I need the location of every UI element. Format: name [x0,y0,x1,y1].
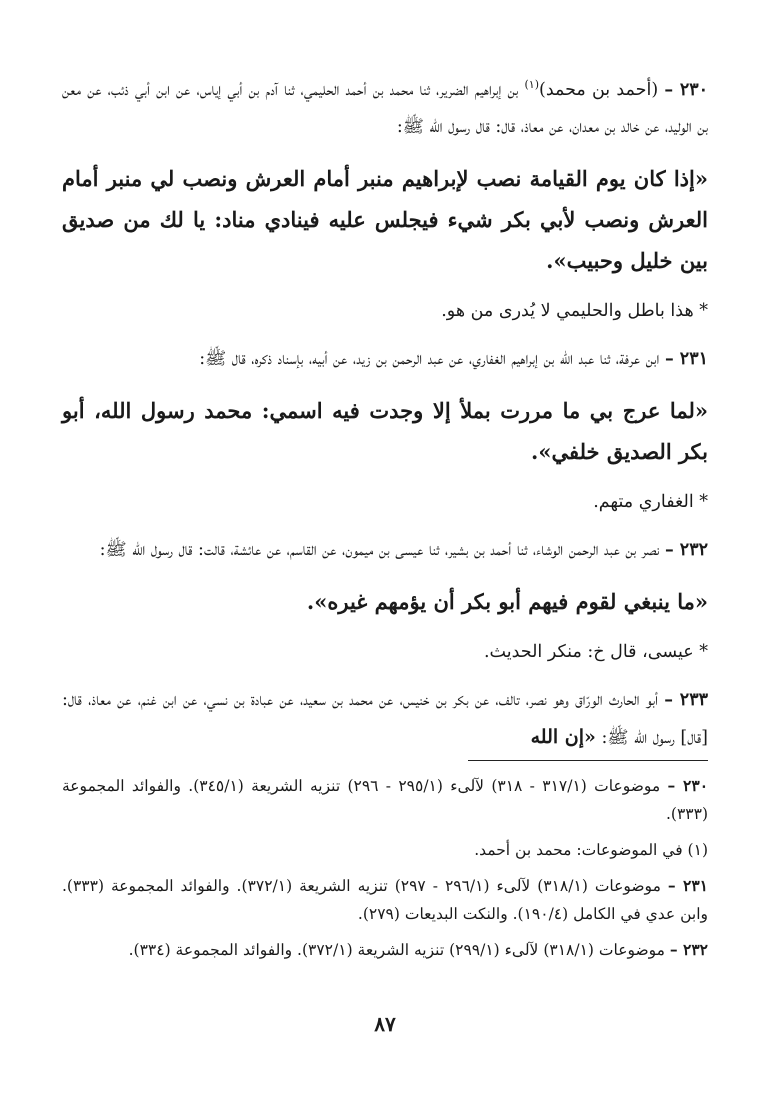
entry-text: (أحمد بن محمد) [539,79,665,100]
entry-231-comment: * الغفاري متهم. [593,491,708,512]
footnote-231 [62,872,708,928]
footnote-232 [62,936,708,964]
footnote-number: ٢٣٢ – [669,940,708,959]
footnote-divider [468,760,708,761]
entry-232-comment: * عيسى، قال خ: منكر الحديث. [483,641,708,662]
footnote-230 [62,772,708,828]
footnote-1 [62,836,708,864]
footnote-ref: (١) [524,78,539,91]
page-number: ٨٧ [374,1012,396,1036]
entry-number: ٢٣٣ – [664,689,708,710]
footnote-text: (١) في الموضوعات: محمد بن أحمد. [474,841,708,859]
footnote-text: موضوعات (٣١٨/١) لآلىء (٢٩٩/١) تنزيه الشريعة (٣٧٢/١). والفوائد المجموعة (٣٣٤). [128,941,670,959]
entry-text: نصر بن عبد الرحمن الوشاء، ثنا أحمد بن بشير، ثنا عيسى بن ميمون، عن القاسم، عن عائشة، قالت: قال رسول الله ﷺ: [99,539,665,560]
entry-number: ٢٣٠ – [664,79,709,100]
footnote-number: ٢٣١ – [667,876,709,895]
footnotes-section [62,772,708,972]
footnote-text: موضوعات (٣١٧/١ - ٣١٨) لآلىء (٢٩٥/١ - ٢٩٦) تنزيه الشريعة (٣٤٥/١). والفوائد المجموعة (٣٣٣). [62,777,708,823]
entry-number: ٢٣١ – [664,348,708,369]
entry-number: ٢٣٢ – [664,539,708,560]
entry-text: ابن عرفة، ثنا عبد الله بن إبراهيم الغفاري، عن عبد الرحمن بن زيد، عن أبيه، بإسناد ذكره، قال ﷺ: [199,348,665,369]
entry-231-chain [62,341,708,378]
entry-230-chain [62,66,708,146]
entry-230-comment: * هذا باطل والحليمي لا يُدرى من هو. [441,300,708,321]
footnote-text: موضوعات (٣١٨/١) لآلىء (٢٩٦/١ - ٢٩٧) تنزيه الشريعة (٣٧٢/١). والفوائد المجموعة (٣٣٣). وابن عدي في الكامل (١٩٠/٤). والنكت البديعات (٢٧٩). [62,877,708,923]
entry-text: أبو الحارث الورّاق وهو نصر، تالف، عن بكر بن خنيس، عن محمد بن سعيد، عن عبادة بن نسي، عن ابن غنم، عن معاذ، قال: [قال] رسول الله ﷺ: [62,689,708,748]
entry-233-chain [62,682,708,757]
entry-text: بن إبراهيم الضرير، ثنا محمد بن أحمد الحليمي، ثنا آدم بن أبي إياس، عن ابن أبي ذئب، عن معن بن الوليد، عن خالد بن معدان، عن معاذ، قال: قال رسول الله ﷺ: [62,79,708,137]
entry-233-hadith-start: «إن الله [530,725,596,748]
entry-232-chain [62,532,708,569]
entry-232-hadith: «ما ينبغي لقوم فيهم أبو بكر أن يؤمهم غيره». [306,588,708,614]
footnote-number: ٢٣٠ – [667,776,709,795]
entry-231-hadith: «لما عرج بي ما مررت بملأ إلا وجدت فيه اسمي: محمد رسول الله، أبو بكر الصديق خلفي». [62,397,708,464]
entry-230-hadith: «إذا كان يوم القيامة نصب لإبراهيم منبر أمام العرش ونصب لي منبر أمام العرش ونصب لأبي بكر شيء فيجلس عليه فينادي مناد: يا لك من صديق بين خليل وحبيب». [62,165,708,273]
